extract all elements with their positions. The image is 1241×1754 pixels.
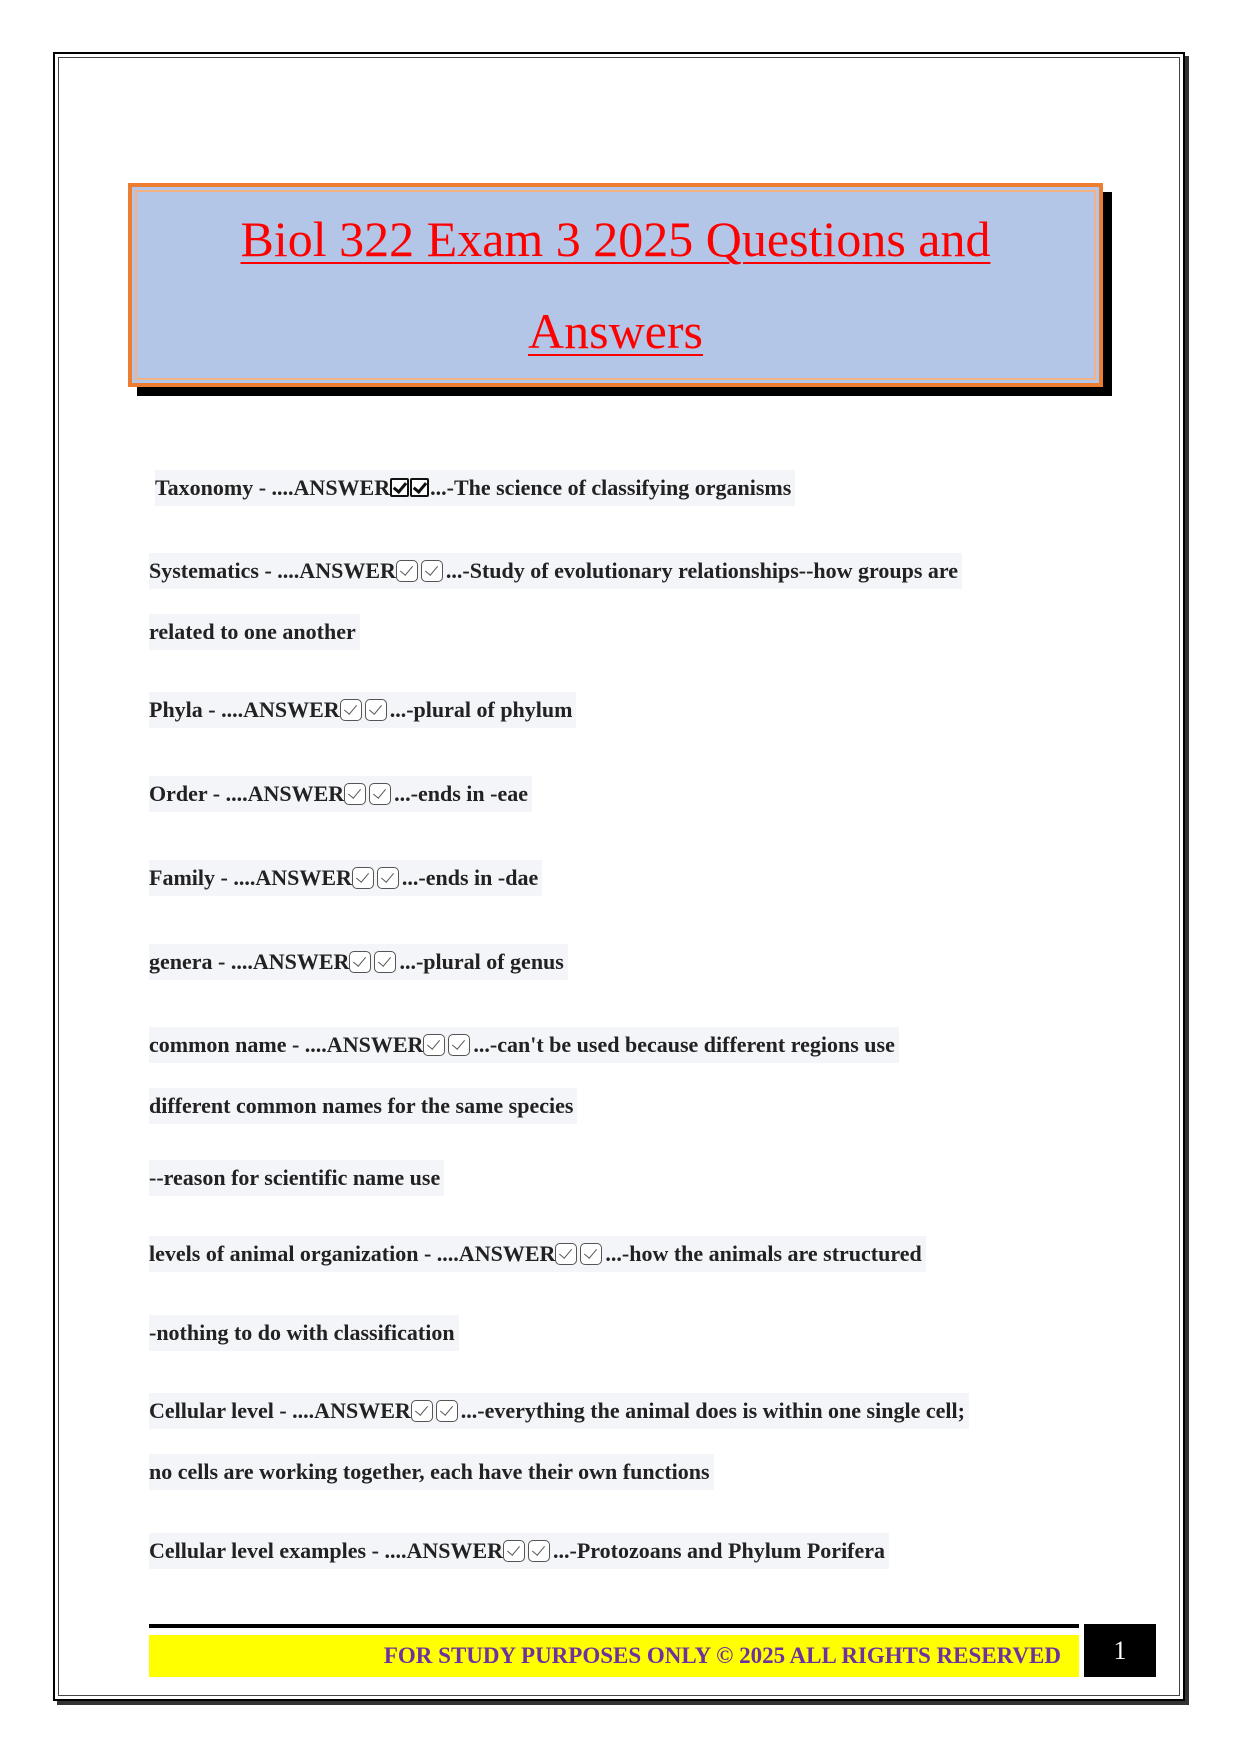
check-box-icon: [528, 1540, 550, 1562]
check-box-icon: [396, 560, 418, 582]
qa-term: Cellular level: [149, 1398, 274, 1423]
qa-line: [149, 944, 568, 980]
answer-marker: - ....ANSWER: [258, 475, 391, 500]
footer-rule: [149, 1624, 1079, 1628]
check-box-icon: [377, 867, 399, 889]
qa-entry-cellular-level: [149, 1393, 969, 1490]
qa-line: [149, 1393, 969, 1429]
answer-marker: - ....ANSWER: [423, 1241, 556, 1266]
document-title-line-2: Answers: [528, 303, 703, 359]
qa-term: Systematics: [149, 558, 259, 583]
qa-line: [149, 1236, 926, 1272]
qa-entry-levels-of-organization: [149, 1236, 926, 1351]
qa-entry-phyla: [149, 692, 576, 728]
qa-term: Taxonomy: [155, 475, 254, 500]
qa-entry-systematics: [149, 553, 962, 650]
qa-entry-genera: [149, 944, 568, 980]
qa-line: [149, 1533, 889, 1569]
qa-entry-common-name: [149, 1027, 899, 1196]
document-title-line-1: Biol 322 Exam 3 2025 Questions and: [240, 211, 991, 267]
qa-line: [155, 470, 795, 506]
check-box-icon: [374, 951, 396, 973]
qa-term: Order: [149, 781, 208, 806]
check-box-icon: [340, 699, 362, 721]
check-box-icon: [448, 1034, 470, 1056]
check-box-icon: [436, 1400, 458, 1422]
qa-answer: ...-Protozoans and Phylum Porifera: [553, 1538, 886, 1563]
qa-answer: ...-The science of classifying organisms: [430, 475, 792, 500]
qa-answer: ...-can't be used because different regions use: [473, 1032, 895, 1057]
title-box: [128, 183, 1103, 387]
check-box-icon: [365, 699, 387, 721]
qa-line-continued: no cells are working together, each have their own functions: [149, 1454, 714, 1490]
answer-marker: - ....ANSWER: [208, 697, 340, 722]
answer-marker: - ....ANSWER: [264, 558, 396, 583]
check-box-icon: [352, 867, 374, 889]
check-box-icon: [410, 478, 429, 497]
check-box-icon: [369, 783, 391, 805]
answer-marker: - ....ANSWER: [371, 1538, 504, 1563]
check-box-icon: [344, 783, 366, 805]
answer-marker: - ....ANSWER: [279, 1398, 411, 1423]
qa-term: levels of animal organization: [149, 1241, 419, 1266]
check-box-icon: [555, 1243, 577, 1265]
qa-line: [149, 553, 962, 589]
check-box-icon: [411, 1400, 433, 1422]
qa-term: Cellular level examples: [149, 1538, 367, 1563]
qa-line: [149, 692, 576, 728]
page-number: 1: [1084, 1624, 1156, 1677]
check-box-icon: [503, 1540, 525, 1562]
answer-marker: - ....ANSWER: [220, 865, 352, 890]
answer-marker: - ....ANSWER: [291, 1032, 424, 1057]
qa-answer: ...-Study of evolutionary relationships--how groups are: [445, 558, 959, 583]
qa-entry-taxonomy: [155, 470, 795, 506]
qa-line: [149, 776, 532, 812]
qa-line-continued: -nothing to do with classification: [149, 1315, 459, 1351]
qa-answer: ...-how the animals are structured: [605, 1241, 922, 1266]
qa-entry-family: [149, 860, 542, 896]
check-box-icon: [349, 951, 371, 973]
qa-line-continued: --reason for scientific name use: [149, 1160, 444, 1196]
qa-line: [149, 1027, 899, 1063]
qa-answer: ...-ends in -eae: [394, 781, 528, 806]
qa-answer: ...-everything the animal does is within one single cell;: [460, 1398, 965, 1423]
qa-line: [149, 860, 542, 896]
qa-answer: ...-ends in -dae: [401, 865, 539, 890]
footer-copyright: FOR STUDY PURPOSES ONLY © 2025 ALL RIGHTS RESERVED: [383, 1643, 1061, 1668]
footer-bar: [149, 1635, 1079, 1677]
qa-term: Family: [149, 865, 215, 890]
qa-answer: ...-plural of phylum: [389, 697, 573, 722]
qa-entry-order: [149, 776, 532, 812]
qa-line-continued: related to one another: [149, 614, 360, 650]
check-box-icon: [390, 478, 409, 497]
qa-term: common name: [149, 1032, 287, 1057]
qa-answer: ...-plural of genus: [399, 949, 564, 974]
check-box-icon: [423, 1034, 445, 1056]
answer-marker: - ....ANSWER: [212, 781, 345, 806]
qa-term: Phyla: [149, 697, 203, 722]
check-box-icon: [421, 560, 443, 582]
qa-entry-cellular-level-examples: [149, 1533, 889, 1569]
qa-line-continued: different common names for the same species: [149, 1088, 577, 1124]
qa-term: genera: [149, 949, 213, 974]
check-box-icon: [580, 1243, 602, 1265]
answer-marker: - ....ANSWER: [218, 949, 350, 974]
